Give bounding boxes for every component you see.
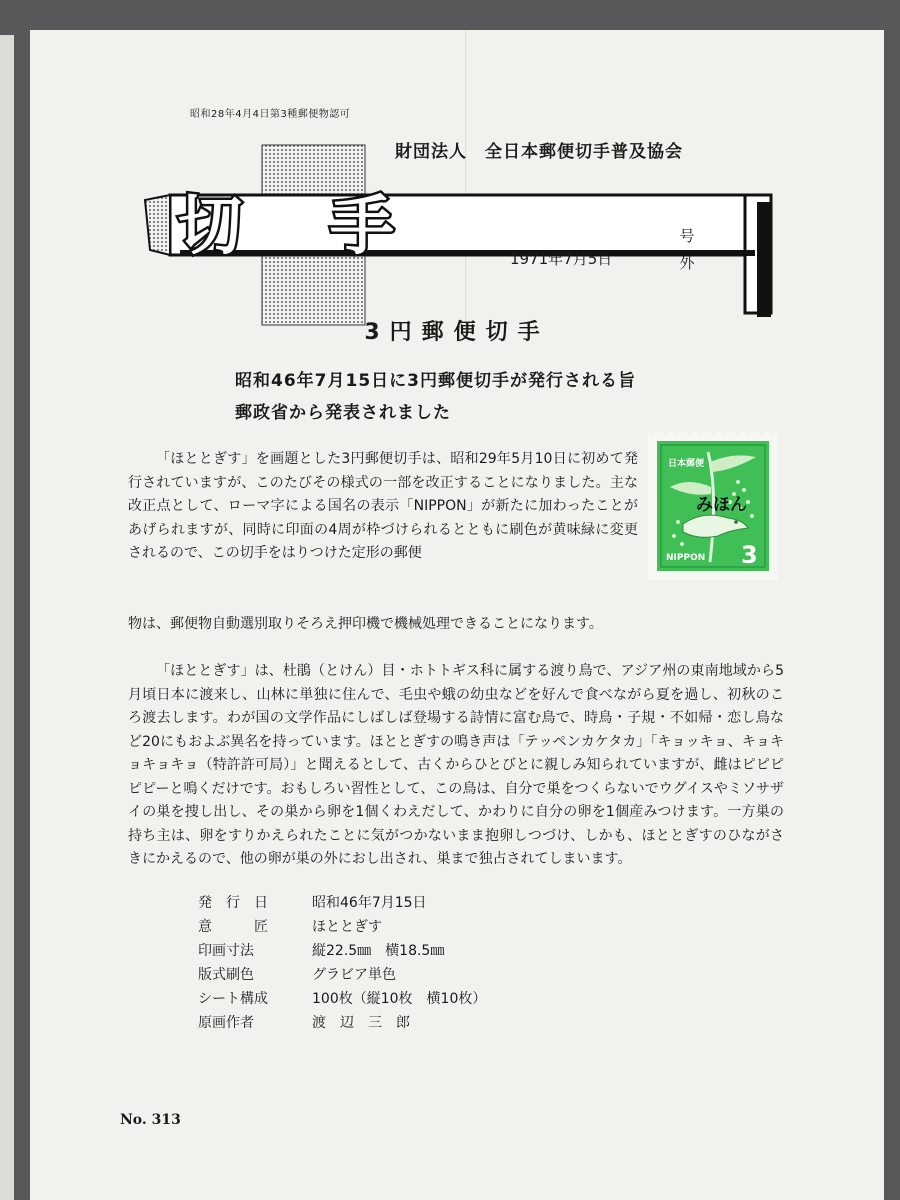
spec-row xyxy=(198,1010,486,1034)
spec-row xyxy=(198,914,486,938)
stamp-specifications xyxy=(198,890,486,1034)
stamp-graphic xyxy=(648,432,778,580)
spec-row xyxy=(198,962,486,986)
spec-value: 縦22.5㎜ 横18.5㎜ xyxy=(312,943,445,959)
stamp-denomination: 3 xyxy=(741,541,758,569)
announcement-subtitle xyxy=(235,365,636,429)
paragraph-2: 「ほととぎす」は、杜鵑（とけん）目・ホトトギス科に属する渡り鳥で、アジア州の東南地域から5月頃日本に渡来し、山林に単独に住んで、毛虫や蛾の幼虫などを好んで食べながら夏を過し、初秋のころ渡去します。わが国の文学作品にしばしば登場する詩情に富む鳥で、時鳥・子規・不如帰・恋し鳥など20にもおよぶ異名を持っています。ほととぎすの鳴き声は「テッペンカケタカ」「キョッキョ、キョキョキョキョ（特許許可局）」と聞えるとして、古くからひとびとに親しみ知られていますが、雌はピピピピピーと鳴くだけです。おもしろい習性として、この鳥は、自分で巣をつくらないでウグイスやミソサザイの巣を捜し出し、その巣から卵を1個くわえだして、かわりに自分の卵を1個産みつけます。一方巣の持ち主は、卵をすりかえられたことに気がつかないまま抱卵しつづけ、しかも、ほととぎすのひながさきにかえるので、他の卵が巣の外におし出され、巣まで独占されてしまいます。 xyxy=(128,663,784,867)
issue-type-label: 号外 xyxy=(679,227,695,272)
spec-value: グラビア単色 xyxy=(312,967,396,983)
issue-number: No. 313 xyxy=(120,1112,181,1128)
spec-label: 版式刷色 xyxy=(198,967,254,983)
specs-table xyxy=(198,890,486,1034)
postal-permit-text: 昭和28年4月4日第3種郵便物認可 xyxy=(190,109,351,120)
stamp-country-jp: 日本郵便 xyxy=(668,459,705,469)
subtitle-line: 昭和46年7月15日に3円郵便切手が発行される旨 xyxy=(235,371,636,391)
spec-row xyxy=(198,890,486,914)
spec-label: 発 行 日 xyxy=(198,895,268,911)
spec-label: 印画寸法 xyxy=(198,943,254,959)
document-title: 3円郵便切手 xyxy=(364,320,550,345)
spec-value: 渡 辺 三 郎 xyxy=(312,1015,410,1031)
spec-label: 原画作者 xyxy=(198,1015,254,1031)
spec-value: ほととぎす xyxy=(312,919,382,935)
spec-value: 昭和46年7月15日 xyxy=(312,895,427,911)
newsletter-page xyxy=(30,30,884,1200)
paragraph-1-end: 物は、郵便物自動選別取りそろえ押印機で機械処理できることになります。 xyxy=(128,616,603,632)
spec-row xyxy=(198,986,486,1010)
issue-date: 1971年7月5日 xyxy=(510,250,613,268)
masthead-title: 切 手 xyxy=(178,190,406,264)
adjacent-sheet-edge xyxy=(0,35,14,1200)
spec-label: 意 匠 xyxy=(198,919,268,935)
paragraph-1: 「ほととぎす」を画題とした3円郵便切手は、昭和29年5月10日に初めて発行されていますが、このたびその様式の一部を改正することになりました。主な改正点として、ローマ字による国名の表示「NIPPON」が新たに加わったことがあげられますが、同時に印面の4周が枠づけられるとともに刷色が黄味緑に変更されるので、この切手をはりつけた定形の郵便 xyxy=(128,451,638,561)
subtitle-line: 郵政省から発表されました xyxy=(235,403,451,423)
publisher-name: 財団法人 全日本郵便切手普及協会 xyxy=(395,142,683,162)
spec-value: 100枚（縦10枚 横10枚） xyxy=(312,991,487,1007)
stamp-country-en: NIPPON xyxy=(666,553,706,563)
sample-stamp xyxy=(648,432,778,580)
spec-row xyxy=(198,938,486,962)
stamp-specimen-overprint: みほん xyxy=(696,495,747,515)
spec-label: シート構成 xyxy=(198,991,268,1007)
